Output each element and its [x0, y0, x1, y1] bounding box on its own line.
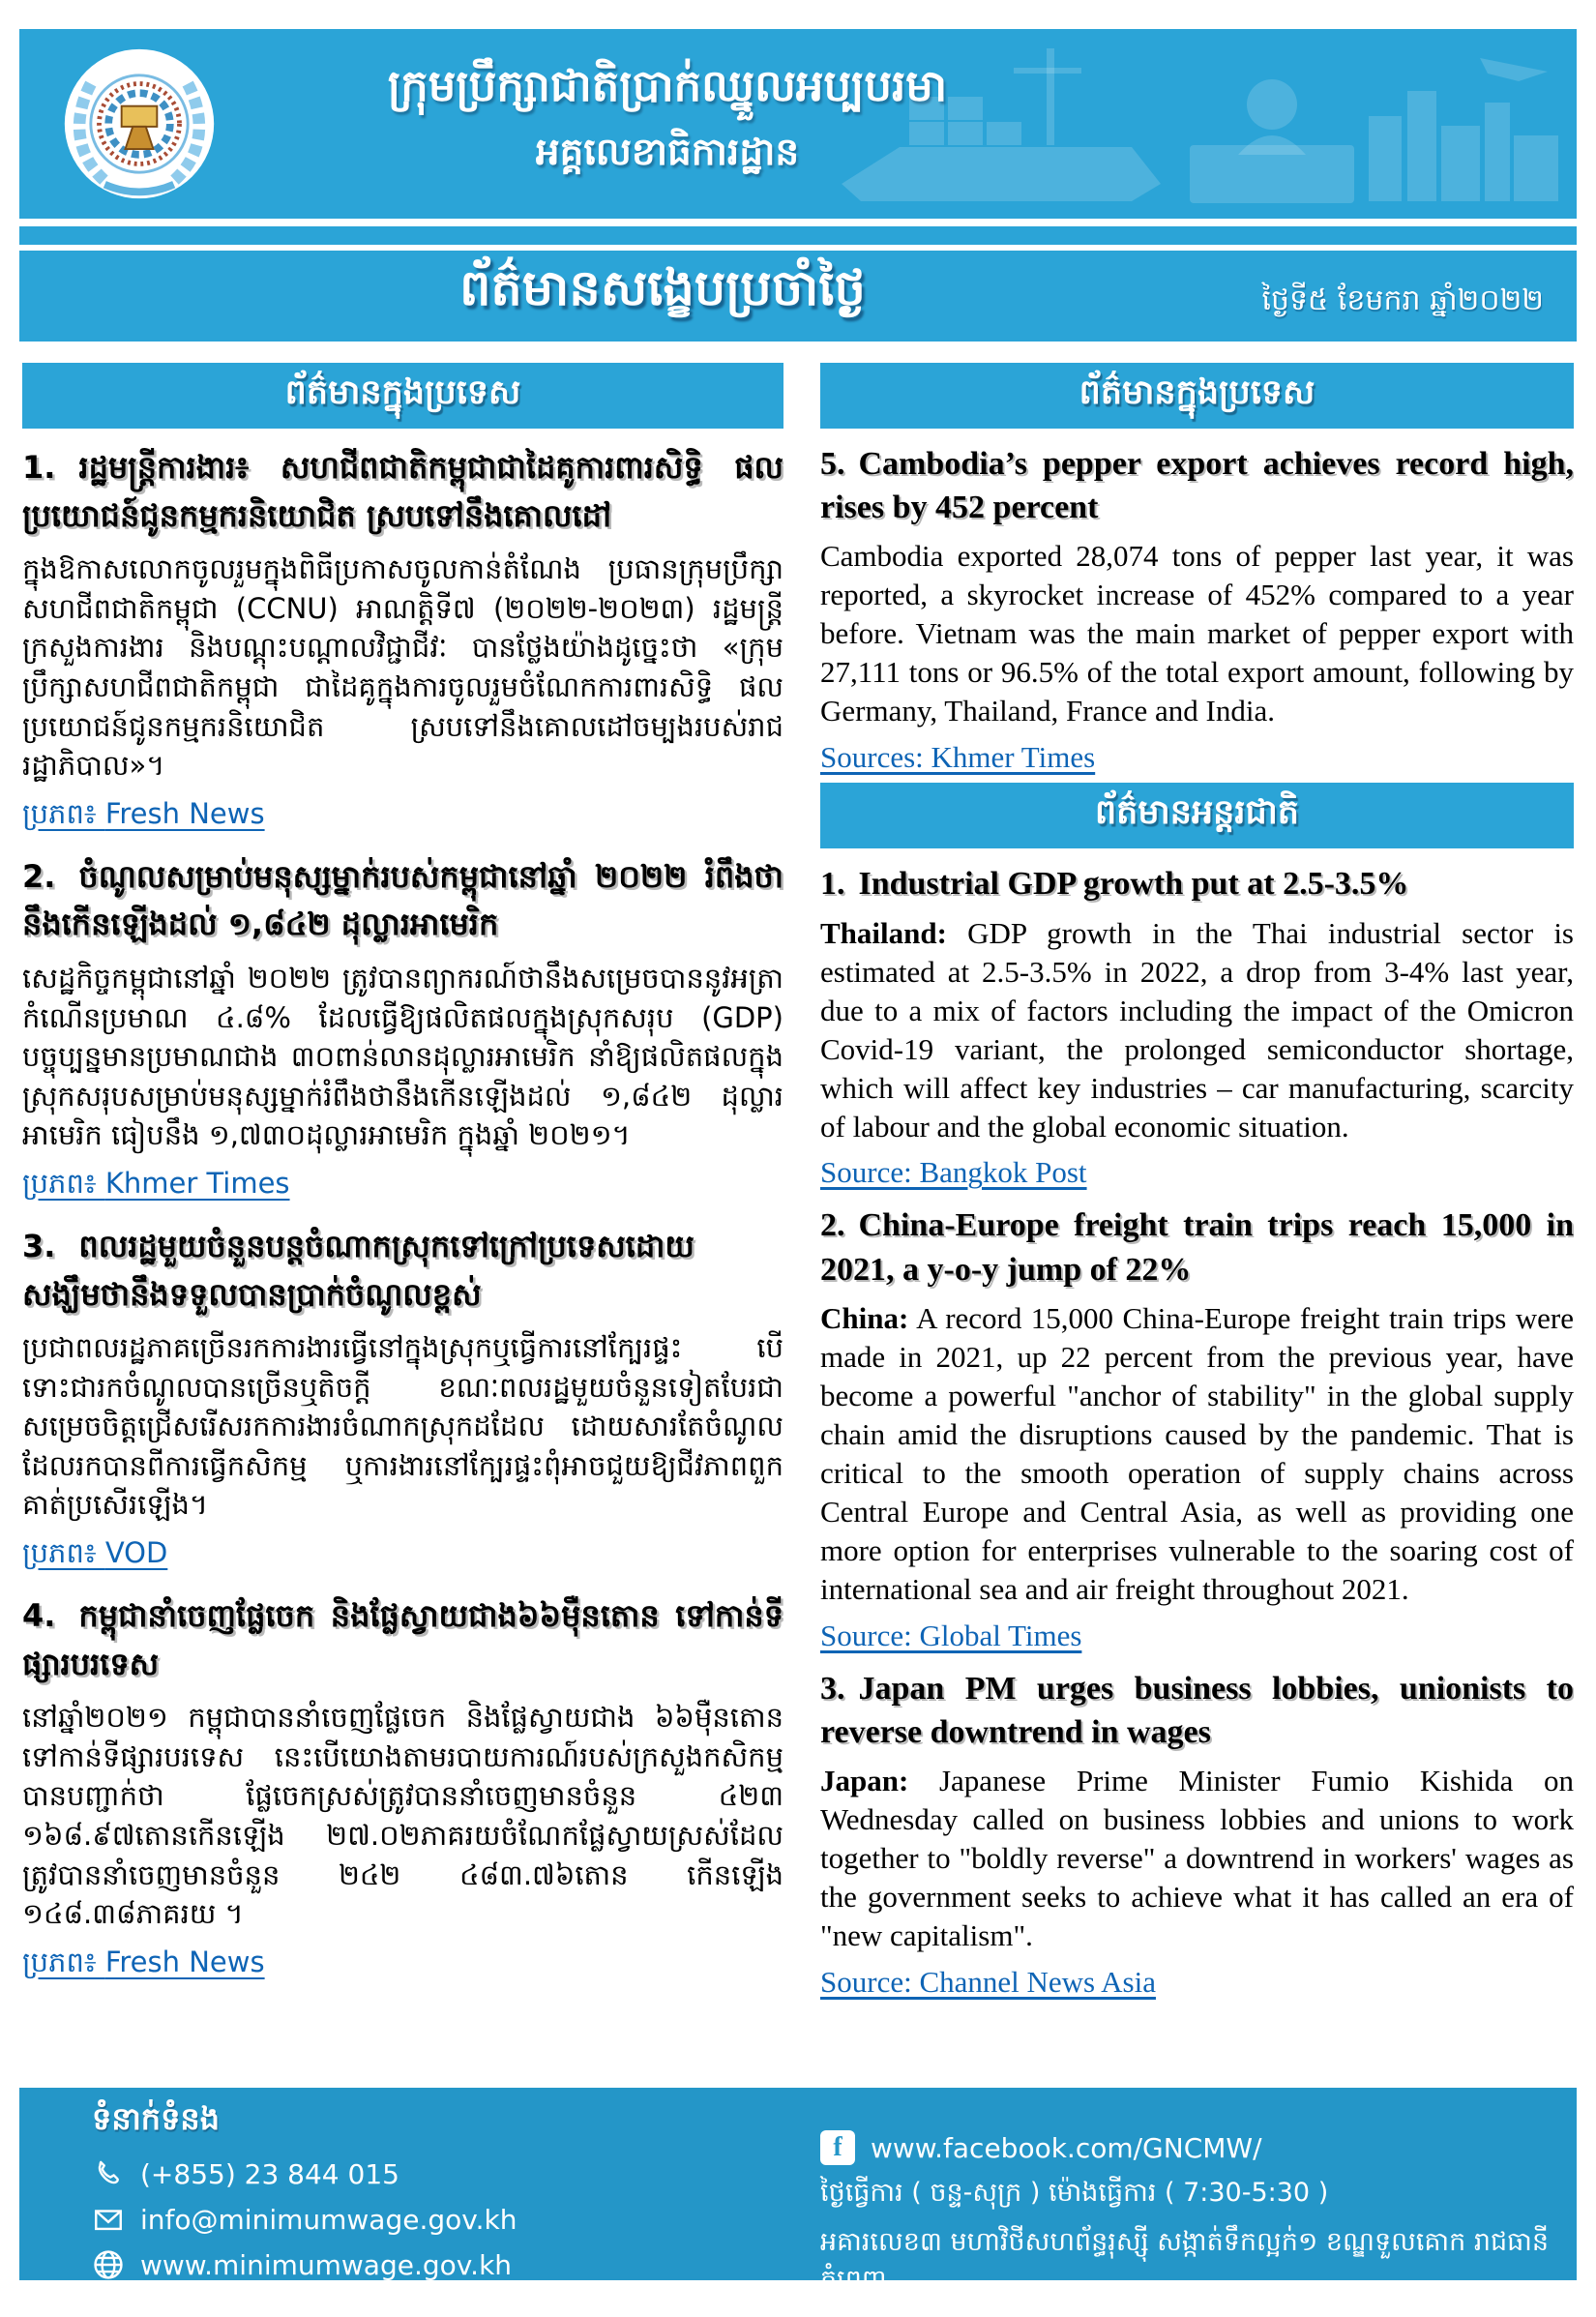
intl-3-source-link[interactable]: Source: Channel News Asia — [820, 1965, 1156, 2000]
facebook-icon: f — [820, 2130, 855, 2165]
domestic-news-column — [22, 363, 783, 2085]
news-3-number: 3. — [22, 1227, 56, 1264]
section-header-international: ព័ត៌មានអន្តរជាតិ — [820, 783, 1574, 848]
news-2-number: 2. — [22, 857, 56, 895]
news-5-title: 5. Cambodia’s pepper export achieves record high, rises by 452 percent — [820, 446, 1574, 526]
phone-row — [92, 2157, 517, 2190]
news-1-title: 1. រដ្ឋមន្ត្រីការងារ៖ សហជីពជាតិកម្ពុជាជាដៃគូការពារសិទ្ធិ ផលប្រយោជន៍ជូនកម្មករនិយោជិត ស្របទៅនឹងគោលដៅ — [22, 449, 783, 534]
news-2-source — [22, 1167, 783, 1207]
org-title: ក្រុមប្រឹក្សាជាតិប្រាក់ឈ្នួលអប្បបរមា — [387, 60, 948, 111]
facebook-row — [820, 2130, 1577, 2165]
section-header-domestic: ព័ត៌មានក្នុងប្រទេស — [22, 363, 783, 429]
news-1-body: ក្នុងឱកាសលោកចូលរួមក្នុងពិធីប្រកាសចូលកាន់តំណែង ប្រធានក្រុមប្រឹក្សាសហជីពជាតិកម្ពុជា (CCNU) អាណត្តិទី៧ (២០២២-២០២៣) រដ្ឋមន្ត្រីក្រសួងការងារ និងបណ្តុះបណ្តាលវិជ្ជាជីវៈ បានថ្លែងយ៉ាងដូច្នេះថា «ក្រុមប្រឹក្សាសហជីពជាតិកម្ពុជា ជាដៃគូក្នុងការចូលរួមចំណែកការពារសិទ្ធិ ផលប្រយោជន៍ជូនកម្មករនិយោជិត ស្របទៅនឹងគោលដៅចម្បងរបស់រាជរដ្ឋាភិបាល»។ — [22, 552, 783, 783]
intl-2-source — [820, 1619, 1574, 1653]
news-4-source-link[interactable]: ប្រភព៖ Fresh News — [22, 1945, 265, 1978]
news-4-source — [22, 1946, 783, 1986]
news-3-source-link[interactable]: ប្រភព៖ VOD — [22, 1536, 168, 1570]
news-5-body: Cambodia exported 28,074 tons of pepper last year, it was reported, a skyrocket increase of 452% compared to a year before. Vietnam was the main market of pepper export with 27,111 tons or 96.5% of the total export amount, following by Germany, Thailand, France and India. — [820, 539, 1574, 728]
ministry-labour-emblem-logo — [60, 45, 219, 203]
title-banner — [19, 251, 1577, 342]
org-name-block — [319, 54, 1016, 184]
bulletin-title: ព័ត៌មានសង្ខេបប្រចាំថ្ងៃ — [459, 260, 866, 317]
footer-contact-block — [92, 2099, 517, 2281]
phone-number[interactable]: (+855) 23 844 015 — [140, 2157, 399, 2190]
intl-1-country-lead: Thailand: — [820, 915, 947, 950]
intl-2-body: China: A record 15,000 China-Europe freight train trips were made in 2021, up 22 percent from the previous year, have become a powerful "anchor of stability" in the global supply chain amid the disruptions caused by the pandemic. That is critical to the smooth operation of supply chains across Central Europe and Central Asia, as well as providing one more option for enterprises vulnerable to the soaring cost of international sea and air freight throughout 2021. — [820, 1300, 1574, 1606]
org-subtitle: អគ្គលេខាធិការដ្ឋាន — [535, 131, 800, 175]
news-2-title: 2. ចំណូលសម្រាប់មនុស្សម្នាក់របស់កម្ពុជានៅឆ្នាំ ២០២២ រំពឹងថានឹងកើនឡើងដល់ ១,៨៤២ ដុល្លារអាមេរិក — [22, 857, 783, 943]
intl-3-body: Japan: Japanese Prime Minister Fumio Kishida on Wednesday called on business lobbies and unions to work together to "boldly reverse" a downtrend in workers' wages as the government seeks to achieve what it has called an era of "new capitalism". — [820, 1764, 1574, 1953]
intl-1-body: Thailand: GDP growth in the Thai industrial sector is estimated at 2.5-3.5% in 2022, a drop from 3-4% last year, due to a mix of factors including the impact of the Omicron Covid-19 variant, the prolonged semiconductor shortage, which will affect key industries – car manufacturing, scarcity of labour and the global economic situation. — [820, 915, 1574, 1144]
email-icon — [92, 2203, 125, 2236]
news-5-number: 5. — [820, 446, 845, 482]
international-news-column — [820, 363, 1574, 2085]
email-address[interactable]: info@minimumwage.gov.kh — [140, 2203, 517, 2236]
news-4-title: 4. កម្ពុជានាំចេញផ្លែចេក និងផ្លែស្វាយជាង៦៦ម៉ឺនតោន ទៅកាន់ទីផ្សារបរទេស — [22, 1597, 783, 1682]
intl-1-source — [820, 1155, 1574, 1190]
footer-contact-band — [19, 2088, 1577, 2295]
globe-icon — [92, 2248, 125, 2281]
section-header-domestic-en: ព័ត៌មានក្នុងប្រទេស — [820, 363, 1574, 429]
intl-2-title: 2. China-Europe freight train trips reach 15,000 in 2021, a y-o-y jump of 22% — [820, 1207, 1574, 1288]
news-2-source-link[interactable]: ប្រភព៖ Khmer Times — [22, 1166, 290, 1200]
news-3-body: ប្រជាពលរដ្ឋភាគច្រើនរកការងារធ្វើនៅក្នុងស្រុកឬធ្វើការនៅក្បែរផ្ទះ បើទោះជារកចំណូលបានច្រើនឬតិចក្តី ខណៈពលរដ្ឋមួយចំនួនទៀតបែរជាសម្រេចចិត្តជ្រើសរើសរកការងារចំណាកស្រុកដដែល ដោយសារតែចំណូលដែលរកបានពីការធ្វើកសិកម្ម ឬការងារនៅក្បែរផ្ទះពុំអាចជួយឱ្យជីវភាពពួកគាត់ប្រសើរឡើង។ — [22, 1331, 783, 1522]
intl-1-title: 1. Industrial GDP growth put at 2.5-3.5% — [820, 866, 1409, 903]
divider-stripe — [19, 226, 1577, 245]
news-3-title: 3. ពលរដ្ឋមួយចំនួនបន្តចំណាកស្រុកទៅក្រៅប្រទេសដោយសង្ឃឹមថានឹងទទួលបានប្រាក់ចំណូលខ្ពស់ — [22, 1227, 695, 1313]
intl-3-source — [820, 1965, 1574, 2000]
news-5-source — [820, 740, 1574, 775]
news-2-body: សេដ្ឋកិច្ចកម្ពុជានៅឆ្នាំ ២០២២ ត្រូវបានព្យាករណ៍ថានឹងសម្រេចបាននូវអត្រាកំណើនប្រមាណ ៤.៨% ដែលធ្វើឱ្យផលិតផលក្នុងស្រុកសរុប (GDP) បច្ចុប្បន្នមានប្រមាណជាង ៣០ពាន់លានដុល្លារអាមេរិក នាំឱ្យផលិតផលក្នុងស្រុកសរុបសម្រាប់មនុស្សម្នាក់រំពឹងថានឹងកើនឡើងដល់ ១,៨៤២ ដុល្លារអាមេរិក ធៀបនឹង ១,៧៣០ដុល្លារអាមេរិក ក្នុងឆ្នាំ ២០២១។ — [22, 961, 783, 1152]
intl-3-title: 3. Japan PM urges business lobbies, unionists to reverse downtrend in wages — [820, 1670, 1574, 1751]
intl-2-country-lead: China: — [820, 1300, 909, 1335]
phone-icon — [92, 2157, 125, 2190]
intl-3-country-lead: Japan: — [820, 1764, 909, 1798]
intl-1-number: 1. — [820, 866, 845, 903]
news-1-number: 1. — [22, 449, 56, 486]
news-4-body: នៅឆ្នាំ២០២១ កម្ពុជាបាននាំចេញផ្លែចេក និងផ្លែស្វាយជាង ៦៦ម៉ឺនតោន ទៅកាន់ទីផ្សារបរទេស នេះបើយោងតាមរបាយការណ៍របស់ក្រសួងកសិកម្មបានបញ្ជាក់ថា ផ្លែចេកស្រស់ត្រូវបាននាំចេញមានចំនួន ៤២៣ ១៦៨.៩៧តោនកើនឡើង ២៧.០២ភាគរយចំណែកផ្លែស្វាយស្រស់ដែលត្រូវបាននាំចេញមានចំនួន ២៤២ ៤៨៣.៧៦តោន កើនឡើង ១៤៨.៣៨ភាគរយ ។ — [22, 1701, 783, 1931]
email-row — [92, 2203, 517, 2236]
news-1-source-link[interactable]: ប្រភព៖ Fresh News — [22, 796, 265, 830]
intl-3-number: 3. — [820, 1670, 845, 1707]
footer-social-block — [820, 2130, 1577, 2302]
header-band — [19, 29, 1577, 219]
bulletin-date: ថ្ងៃទី៥ ខែមករា ឆ្នាំ២០២២ — [1261, 283, 1544, 317]
facebook-url[interactable]: www.facebook.com/GNCMW/ — [871, 2131, 1262, 2164]
office-address: អគារលេខ៣ មហាវិថីសហព័ន្ធរុស្ស៊ី សង្កាត់ទឹកល្អក់១ ខណ្ឌទួលគោក រាជធានីភ្នំពេញ — [820, 2227, 1549, 2295]
contact-title: ទំនាក់ទំនង — [92, 2100, 221, 2137]
intl-2-number: 2. — [820, 1207, 845, 1244]
news-4-number: 4. — [22, 1597, 56, 1635]
website-row — [92, 2248, 517, 2281]
working-hours: ថ្ងៃធ្វើការ ( ចន្ទ-សុក្រ ) ម៉ោងធ្វើការ ( 7:30-5:30 ) — [820, 2178, 1329, 2208]
news-5-source-link[interactable]: Sources: Khmer Times — [820, 740, 1096, 775]
news-3-source — [22, 1536, 783, 1577]
news-1-source — [22, 797, 783, 838]
website-url[interactable]: www.minimumwage.gov.kh — [140, 2248, 513, 2281]
intl-1-source-link[interactable]: Source: Bangkok Post — [820, 1155, 1087, 1190]
intl-2-source-link[interactable]: Source: Global Times — [820, 1618, 1082, 1652]
